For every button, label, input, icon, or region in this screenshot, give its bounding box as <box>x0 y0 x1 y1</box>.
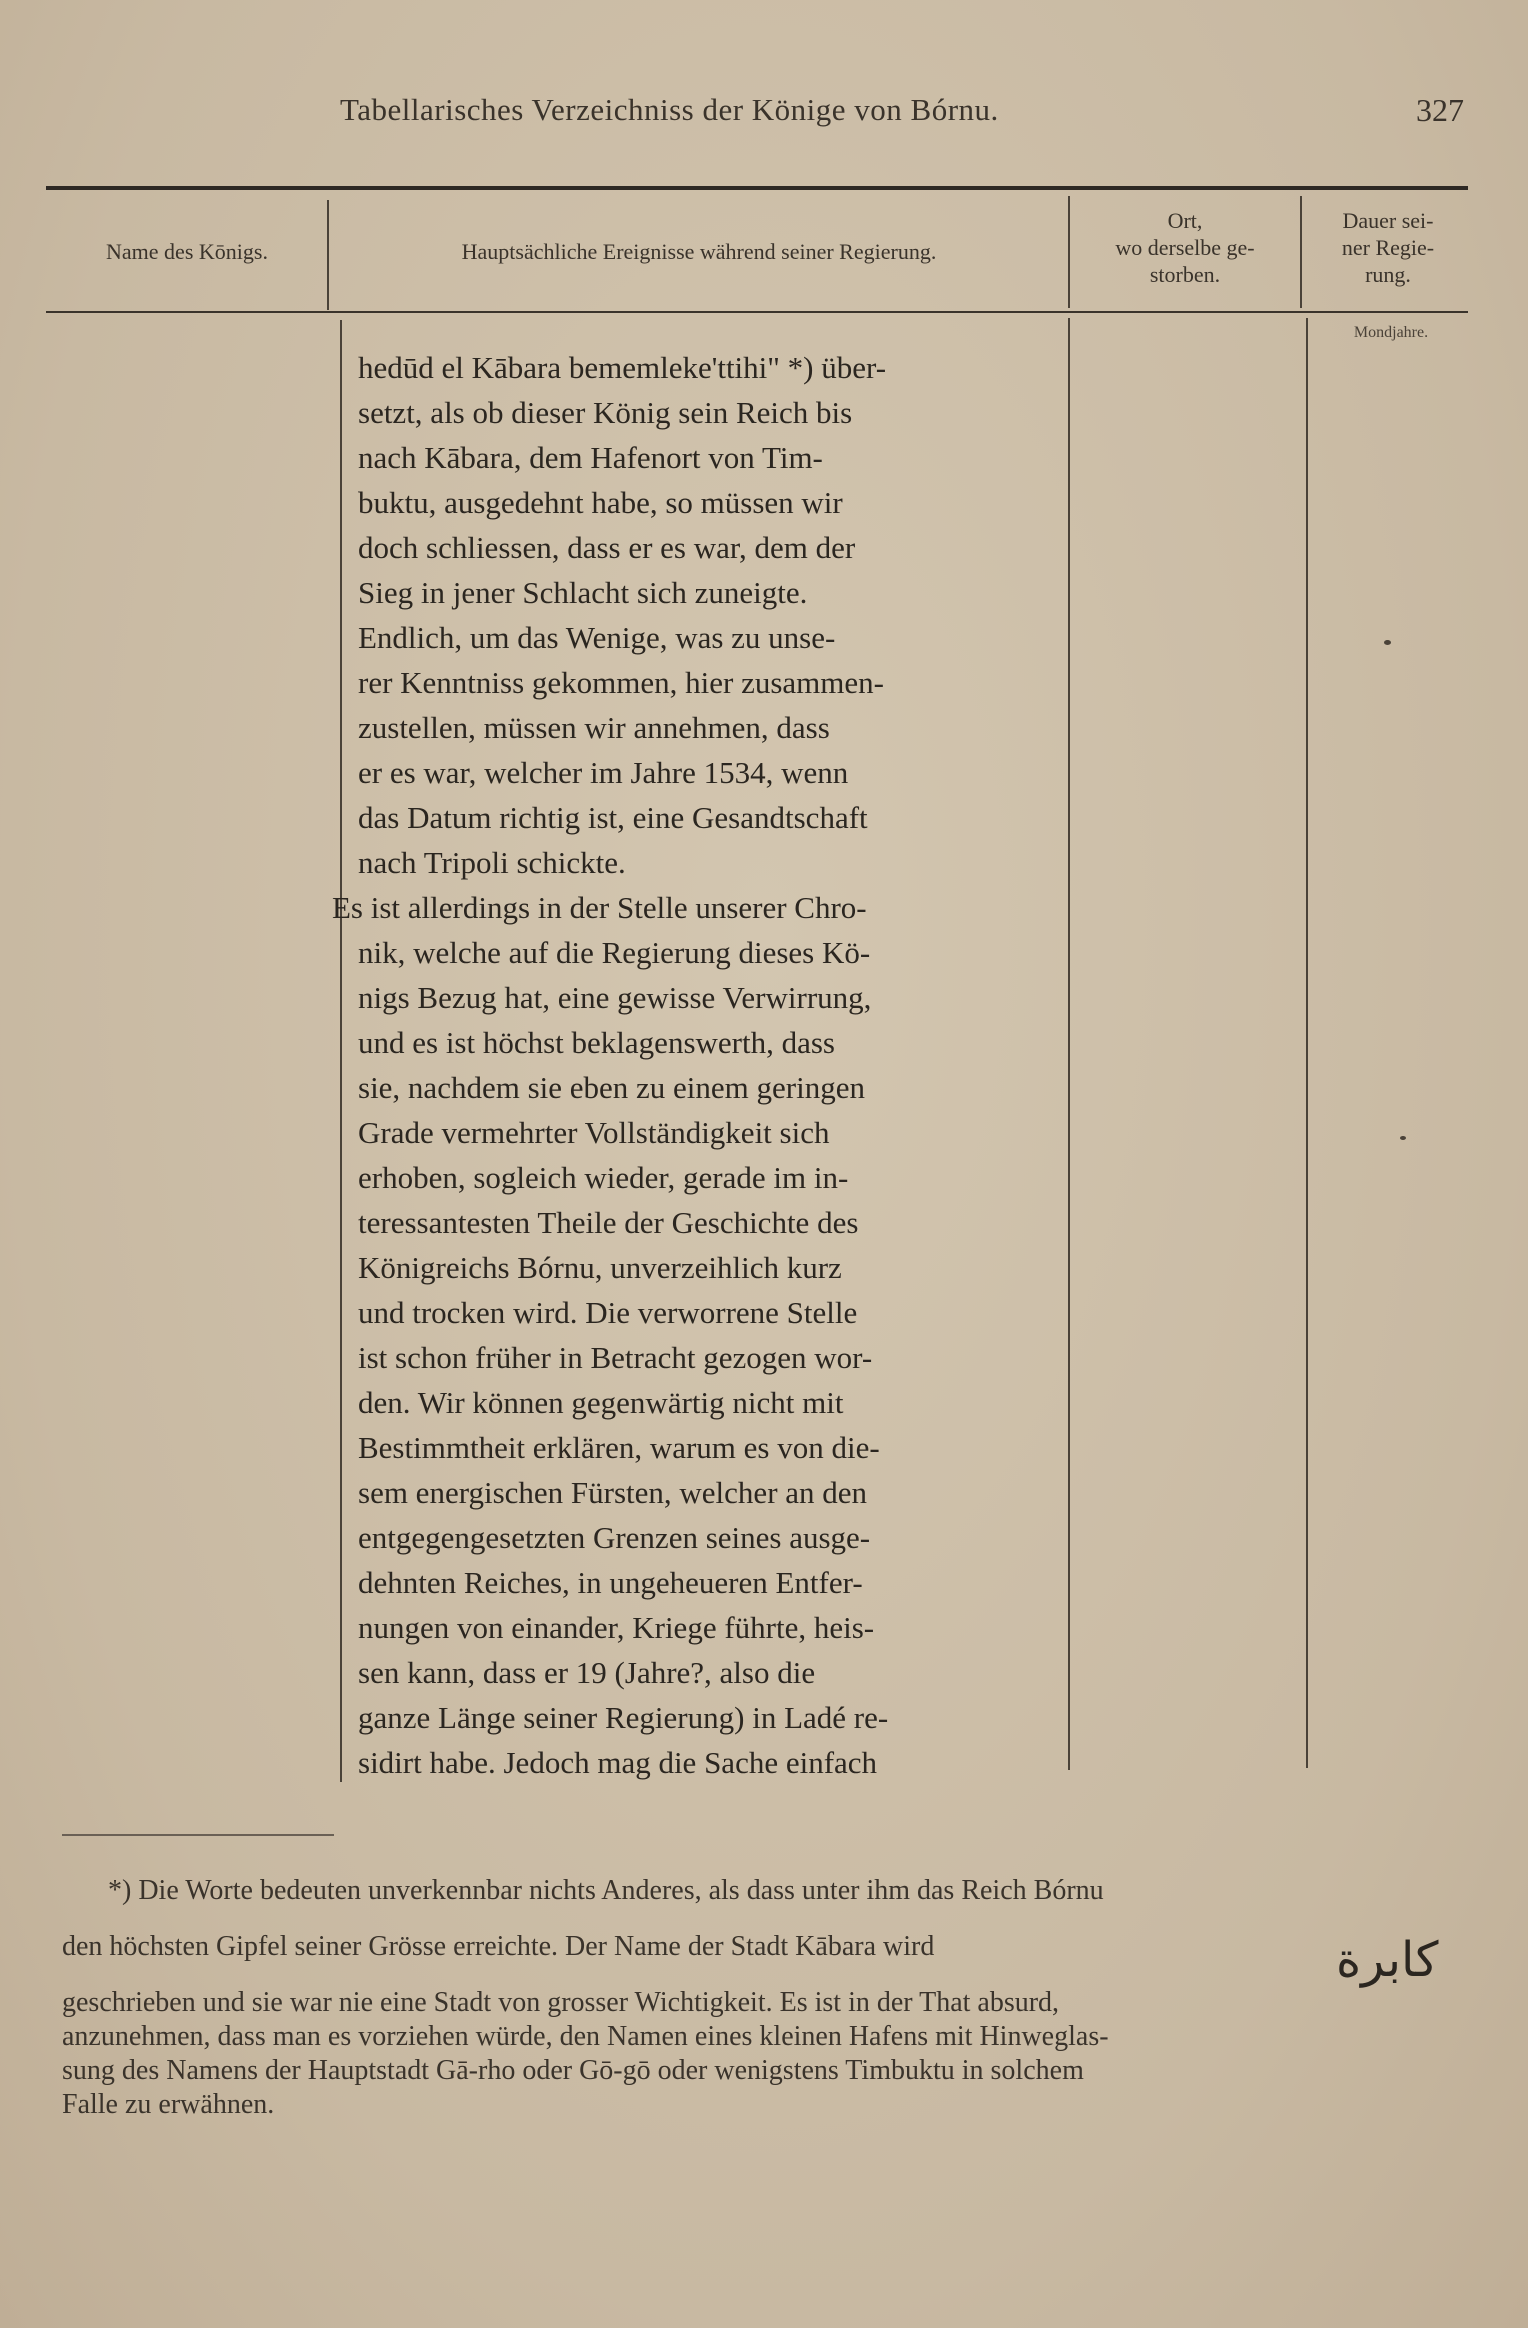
ink-mark <box>1384 640 1391 645</box>
text-line: Königreichs Bórnu, unverzeihlich kurz <box>358 1250 842 1285</box>
text-line: Es ist allerdings in der Stelle unserer Chro- <box>332 890 867 925</box>
text-line: ganze Länge seiner Regierung) in Ladé re- <box>358 1700 889 1735</box>
footnote-line: sung des Namens der Hauptstadt Gā-rho oder Gō-gō oder wenigstens Timbuktu in solchem <box>62 2055 1084 2086</box>
text-line: dehnten Reiches, in ungeheueren Entfer- <box>358 1565 863 1600</box>
text-line: nungen von einander, Kriege führte, heis- <box>358 1610 875 1645</box>
text-line: Grade vermehrter Vollständigkeit sich <box>358 1115 830 1150</box>
text-line: und trocken wird. Die verworrene Stelle <box>358 1295 858 1330</box>
text-line: nach Tripoli schickte. <box>358 845 626 880</box>
text-line: Endlich, um das Wenige, was zu unse- <box>358 620 836 655</box>
column-header-name: Name des Kōnigs. <box>106 239 268 264</box>
ink-mark <box>1400 1136 1406 1140</box>
column-divider-2-body <box>1068 318 1070 1770</box>
text-line: er es war, welcher im Jahre 1534, wenn <box>358 755 849 790</box>
column-header-events: Hauptsächliche Ereignisse während seiner Regierung. <box>461 239 937 264</box>
text-line: und es ist höchst beklagenswerth, dass <box>358 1025 835 1060</box>
arabic-town-name: كابرة <box>1336 1932 1439 1988</box>
column-divider-1-body <box>340 320 342 1782</box>
footnote-line: *) Die Worte bedeuten unverkennbar nichts Anderes, als dass unter ihm das Reich Bórnu <box>108 1875 1104 1906</box>
footnote-line: geschrieben und sie war nie eine Stadt von grosser Wichtigkeit. Es ist in der That absurd, <box>62 1987 1060 2018</box>
running-title: Tabellarisches Verzeichniss der Könige von Bórnu. <box>340 92 999 127</box>
text-line: sie, nachdem sie eben zu einem geringen <box>358 1070 865 1105</box>
text-line: entgegengesetzten Grenzen seines ausge- <box>358 1520 871 1555</box>
text-line: sidirt habe. Jedoch mag die Sache einfach <box>358 1745 878 1780</box>
text-line: setzt, als ob dieser König sein Reich bis <box>358 395 853 430</box>
text-line: erhoben, sogleich wieder, gerade im in- <box>358 1160 849 1195</box>
text-line: Sieg in jener Schlacht sich zuneigte. <box>358 575 808 610</box>
column-divider-3-body <box>1306 318 1308 1768</box>
column-divider-1 <box>327 200 329 310</box>
text-line: doch schliessen, dass er es war, dem der <box>358 530 856 565</box>
column-divider-2 <box>1068 196 1070 308</box>
column-header-duration: Dauer sei- ner Regie- rung. <box>1341 208 1435 287</box>
table-header-rule <box>46 311 1468 313</box>
footnote-rule <box>62 1834 334 1836</box>
footnote <box>62 1874 1482 2122</box>
text-line: ist schon früher in Betracht gezogen wor- <box>358 1340 873 1375</box>
text-line: nigs Bezug hat, eine gewisse Verwirrung, <box>358 980 872 1015</box>
footnote-line: Falle zu erwähnen. <box>62 2089 275 2120</box>
footnote-line: den höchsten Gipfel seiner Grösse erreichte. Der Name der Stadt Kābara wird <box>62 1931 935 1962</box>
column-header-place: Ort, wo derselbe ge- storben. <box>1115 208 1255 287</box>
text-line: sen kann, dass er 19 (Jahre?, also die <box>358 1655 816 1690</box>
running-head <box>0 92 1528 132</box>
page-number: 327 <box>1416 92 1464 128</box>
text-line: buktu, ausgedehnt habe, so müssen wir <box>358 485 843 520</box>
text-line: hedūd el Kābara bememleke'ttihi" *) über- <box>358 350 887 385</box>
duration-units: Mondjahre. <box>1353 324 1429 341</box>
text-line: den. Wir können gegenwärtig nicht mit <box>358 1385 844 1420</box>
events-column-text <box>332 345 1048 1785</box>
column-divider-3 <box>1300 196 1302 308</box>
text-line: zustellen, müssen wir annehmen, dass <box>358 710 830 745</box>
text-line: Bestimmtheit erklären, warum es von die- <box>358 1430 880 1465</box>
text-line: nik, welche auf die Regierung dieses Kö- <box>358 935 871 970</box>
text-line: sem energischen Fürsten, welcher an den <box>358 1475 868 1510</box>
text-line: nach Kābara, dem Hafenort von Tim- <box>358 440 823 475</box>
text-line: teressantesten Theile der Geschichte des <box>358 1205 859 1240</box>
text-line: das Datum richtig ist, eine Gesandtschaft <box>358 800 868 835</box>
text-line: rer Kenntniss gekommen, hier zusammen- <box>358 665 884 700</box>
table-top-rule <box>46 186 1468 190</box>
footnote-line: anzunehmen, dass man es vorziehen würde, den Namen eines kleinen Hafens mit Hinweglas- <box>62 2021 1109 2052</box>
